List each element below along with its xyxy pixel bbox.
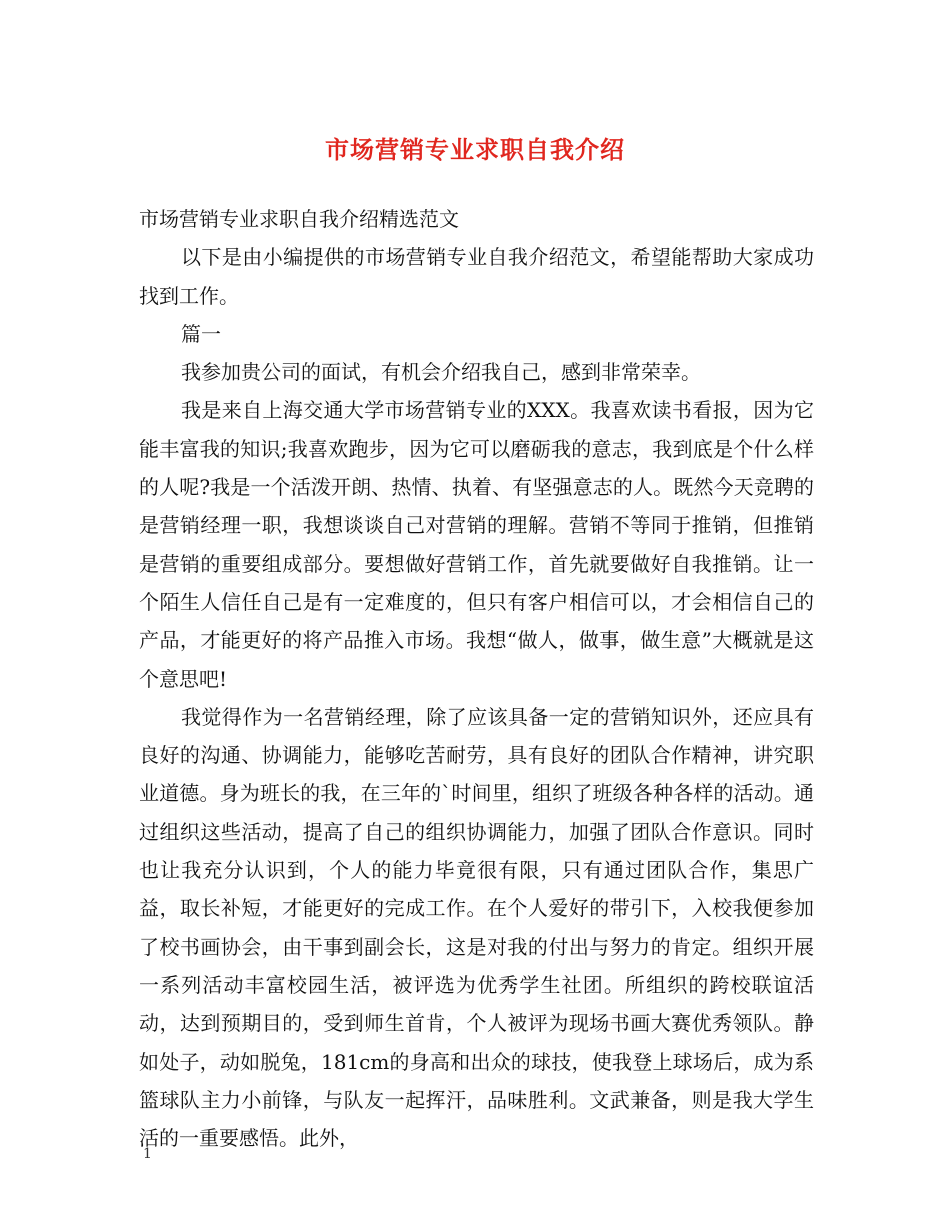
document-title: 市场营销专业求职自我介绍	[325, 135, 625, 164]
body-paragraph: 我觉得作为一名营销经理，除了应该具备一定的营销知识外，还应具有良好的沟通、协调能力，能够吃苦耐劳，具有良好的团队合作精神，讲究职业道德。身为班长的我，在三年的`时间里，组织了班级各种各样的活动。通过组织这些活动，提高了自己的组织协调能力，加强了团队合作意识。同时也让我充分认识到，个人的能力毕竟很有限，只有通过团队合作，集思广益，取长补短，才能更好的完成工作。在个人爱好的带引下，入校我便参加了校书画协会，由干事到副会长，这是对我的付出与努力的肯定。组织开展一系列活动丰富校园生活，被评选为优秀学生社团。所组织的跨校联谊活动，达到预期目的，受到师生首肯，个人被评为现场书画大赛优秀领队。静如处子，动如脱兔，181cm的身高和出众的球技，使我登上球场后，成为系篮球队主力小前锋，与队友一起挥汗，品味胜利。文武兼备，则是我大学生活的一重要感悟。此外，	[139, 704, 814, 1151]
document-subtitle: 市场营销专业求职自我介绍精选范文	[139, 207, 459, 231]
body-paragraph: 我参加贵公司的面试，有机会介绍我自己，感到非常荣幸。	[181, 360, 701, 385]
intro-paragraph: 以下是由小编提供的市场营销专业自我介绍范文，希望能帮助大家成功找到工作。	[139, 245, 814, 308]
document-body	[139, 200, 814, 1157]
body-paragraph: 我是来自上海交通大学市场营销专业的XXX。我喜欢读书看报，因为它能丰富我的知识;我喜欢跑步，因为它可以磨砺我的意志，我到底是个什么样的人呢?我是一个活泼开朗、热情、执着、有坚强意志的人。既然今天竞聘的是营销经理一职，我想谈谈自己对营销的理解。营销不等同于推销，但推销是营销的重要组成部分。要想做好营销工作，首先就要做好自我推销。让一个陌生人信任自己是有一定难度的，但只有客户相信可以，才会相信自己的产品，才能更好的将产品推入市场。我想“做人，做事，做生意”大概就是这个意思吧!	[139, 398, 814, 691]
section-heading: 篇一	[181, 321, 221, 346]
page-number: 1	[143, 1146, 152, 1162]
